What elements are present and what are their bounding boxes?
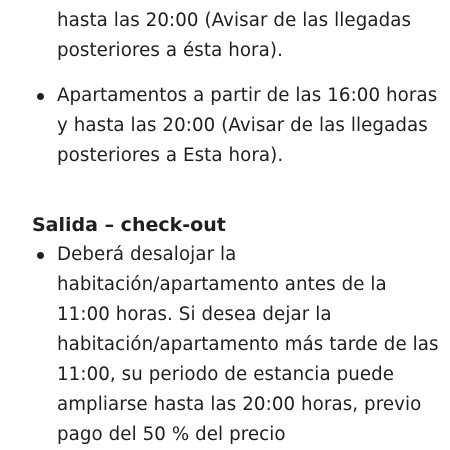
list-item-text: Apartamentos a partir de las 16:00 horas y hasta las 20:00 (Avisar de las llegadas posteriores a Esta hora). [57, 85, 438, 166]
list-item-text: hasta las 20:00 (Avisar de las llegadas posteriores a ésta hora). [57, 10, 412, 61]
list-item [0, 0, 450, 66]
bullet-icon [37, 252, 44, 259]
list-item [0, 81, 450, 171]
checkin-list [0, 0, 450, 171]
list-item [0, 240, 450, 450]
checkout-heading: Salida – check-out [32, 214, 226, 236]
list-item-text: Deberá desalojar la habitación/apartamento antes de la 11:00 horas. Si desea dejar la habitación/apartamento más tarde de las 11:00, su periodo de estancia puede ampliarse hasta las 20:00 horas, previo pago del 50 % del precio [57, 244, 439, 445]
checkout-list [0, 240, 450, 450]
bullet-icon [37, 93, 44, 100]
